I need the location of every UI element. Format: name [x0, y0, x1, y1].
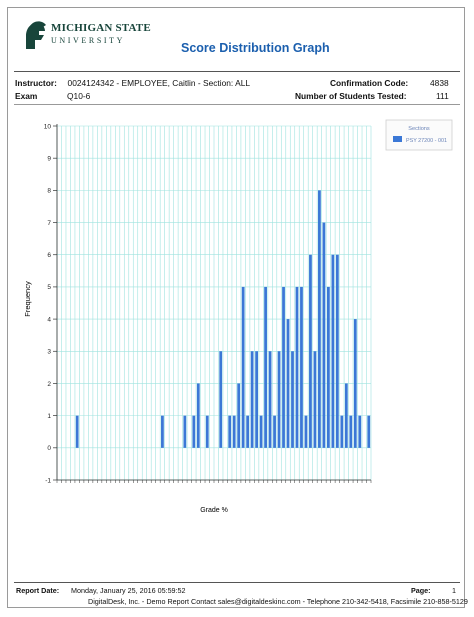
bar — [358, 416, 361, 448]
bar — [161, 416, 164, 448]
y-tick-label: 8 — [47, 187, 51, 195]
header-top-rule — [14, 71, 460, 72]
exam-label: Exam — [15, 91, 38, 101]
bar — [237, 383, 240, 447]
spartan-helmet-icon — [20, 19, 48, 55]
x-axis-label: Grade % — [200, 507, 228, 514]
bar — [314, 351, 317, 448]
bar — [305, 416, 308, 448]
bar — [309, 255, 312, 448]
instructor-value: 0024124342 - EMPLOYEE, Caitlin - Section: ALL — [67, 78, 251, 88]
y-tick-label: 2 — [47, 380, 51, 388]
bar — [300, 287, 303, 448]
bar — [76, 416, 79, 448]
bar — [233, 416, 236, 448]
bar — [367, 416, 370, 448]
bar — [255, 351, 258, 448]
legend-title: Sections — [408, 126, 430, 132]
legend-box — [386, 120, 452, 150]
bar — [219, 351, 222, 448]
bar — [273, 416, 276, 448]
bar — [287, 319, 290, 448]
bar — [197, 383, 200, 447]
bar — [251, 351, 254, 448]
bar — [183, 416, 186, 448]
y-tick-label: 9 — [47, 155, 51, 163]
confirmation-value: 4838 — [430, 78, 449, 88]
bar — [246, 416, 249, 448]
instructor-label: Instructor: — [15, 78, 57, 88]
bar — [282, 287, 285, 448]
page-label: Page: — [411, 586, 431, 595]
bar — [269, 351, 272, 448]
chart-labels — [44, 123, 52, 484]
legend-series-name: PSY 27200 - 001 — [406, 138, 447, 144]
legend-swatch — [393, 136, 402, 142]
bar — [336, 255, 339, 448]
page-title: Score Distribution Graph — [181, 41, 330, 55]
bar — [354, 319, 357, 448]
msu-logo — [20, 19, 160, 59]
bar — [228, 416, 231, 448]
bar — [264, 287, 267, 448]
students-label: Number of Students Tested: — [295, 91, 407, 101]
y-tick-label: 3 — [47, 348, 51, 356]
bar — [192, 416, 195, 448]
score-distribution-chart — [14, 106, 460, 574]
logo-line2: UNIVERSITY — [51, 36, 125, 45]
bar — [327, 287, 330, 448]
y-tick-label: 10 — [43, 123, 51, 131]
y-tick-label: 7 — [47, 219, 51, 227]
page-value: 1 — [452, 586, 456, 595]
bar — [323, 223, 326, 448]
bar — [206, 416, 209, 448]
y-tick-label: 0 — [47, 445, 51, 453]
students-value: 111 — [436, 91, 449, 101]
instructor-row — [15, 78, 250, 88]
y-axis-label: Frequency — [23, 281, 32, 317]
bar — [349, 416, 352, 448]
bar — [331, 255, 334, 448]
report-date-value: Monday, January 25, 2016 05:59:52 — [71, 586, 186, 595]
y-tick-label: 5 — [47, 284, 51, 292]
bar — [278, 351, 281, 448]
footer-rule — [14, 582, 460, 583]
legend — [386, 120, 452, 150]
y-tick-label: -1 — [45, 477, 51, 485]
bar — [242, 287, 245, 448]
bar — [291, 351, 294, 448]
bar — [318, 190, 321, 447]
bar — [296, 287, 299, 448]
y-tick-label: 6 — [47, 252, 51, 260]
y-tick-label: 4 — [47, 316, 51, 324]
bar — [340, 416, 343, 448]
confirmation-label: Confirmation Code: — [330, 78, 409, 88]
exam-row — [15, 91, 90, 101]
report-date-label: Report Date: — [16, 586, 60, 595]
bar — [345, 383, 348, 447]
bar — [260, 416, 263, 448]
y-tick-label: 1 — [47, 412, 51, 420]
footer-credit: DigitalDesk, Inc. - Demo Report Contact sales@digitaldeskinc.com - Telephone 210-342-5418, Facsimile 210-858-5129 — [88, 597, 468, 606]
logo-line1: MICHIGAN STATE — [51, 22, 151, 34]
exam-value: Q10-6 — [67, 91, 91, 101]
header-bottom-rule — [14, 104, 460, 105]
